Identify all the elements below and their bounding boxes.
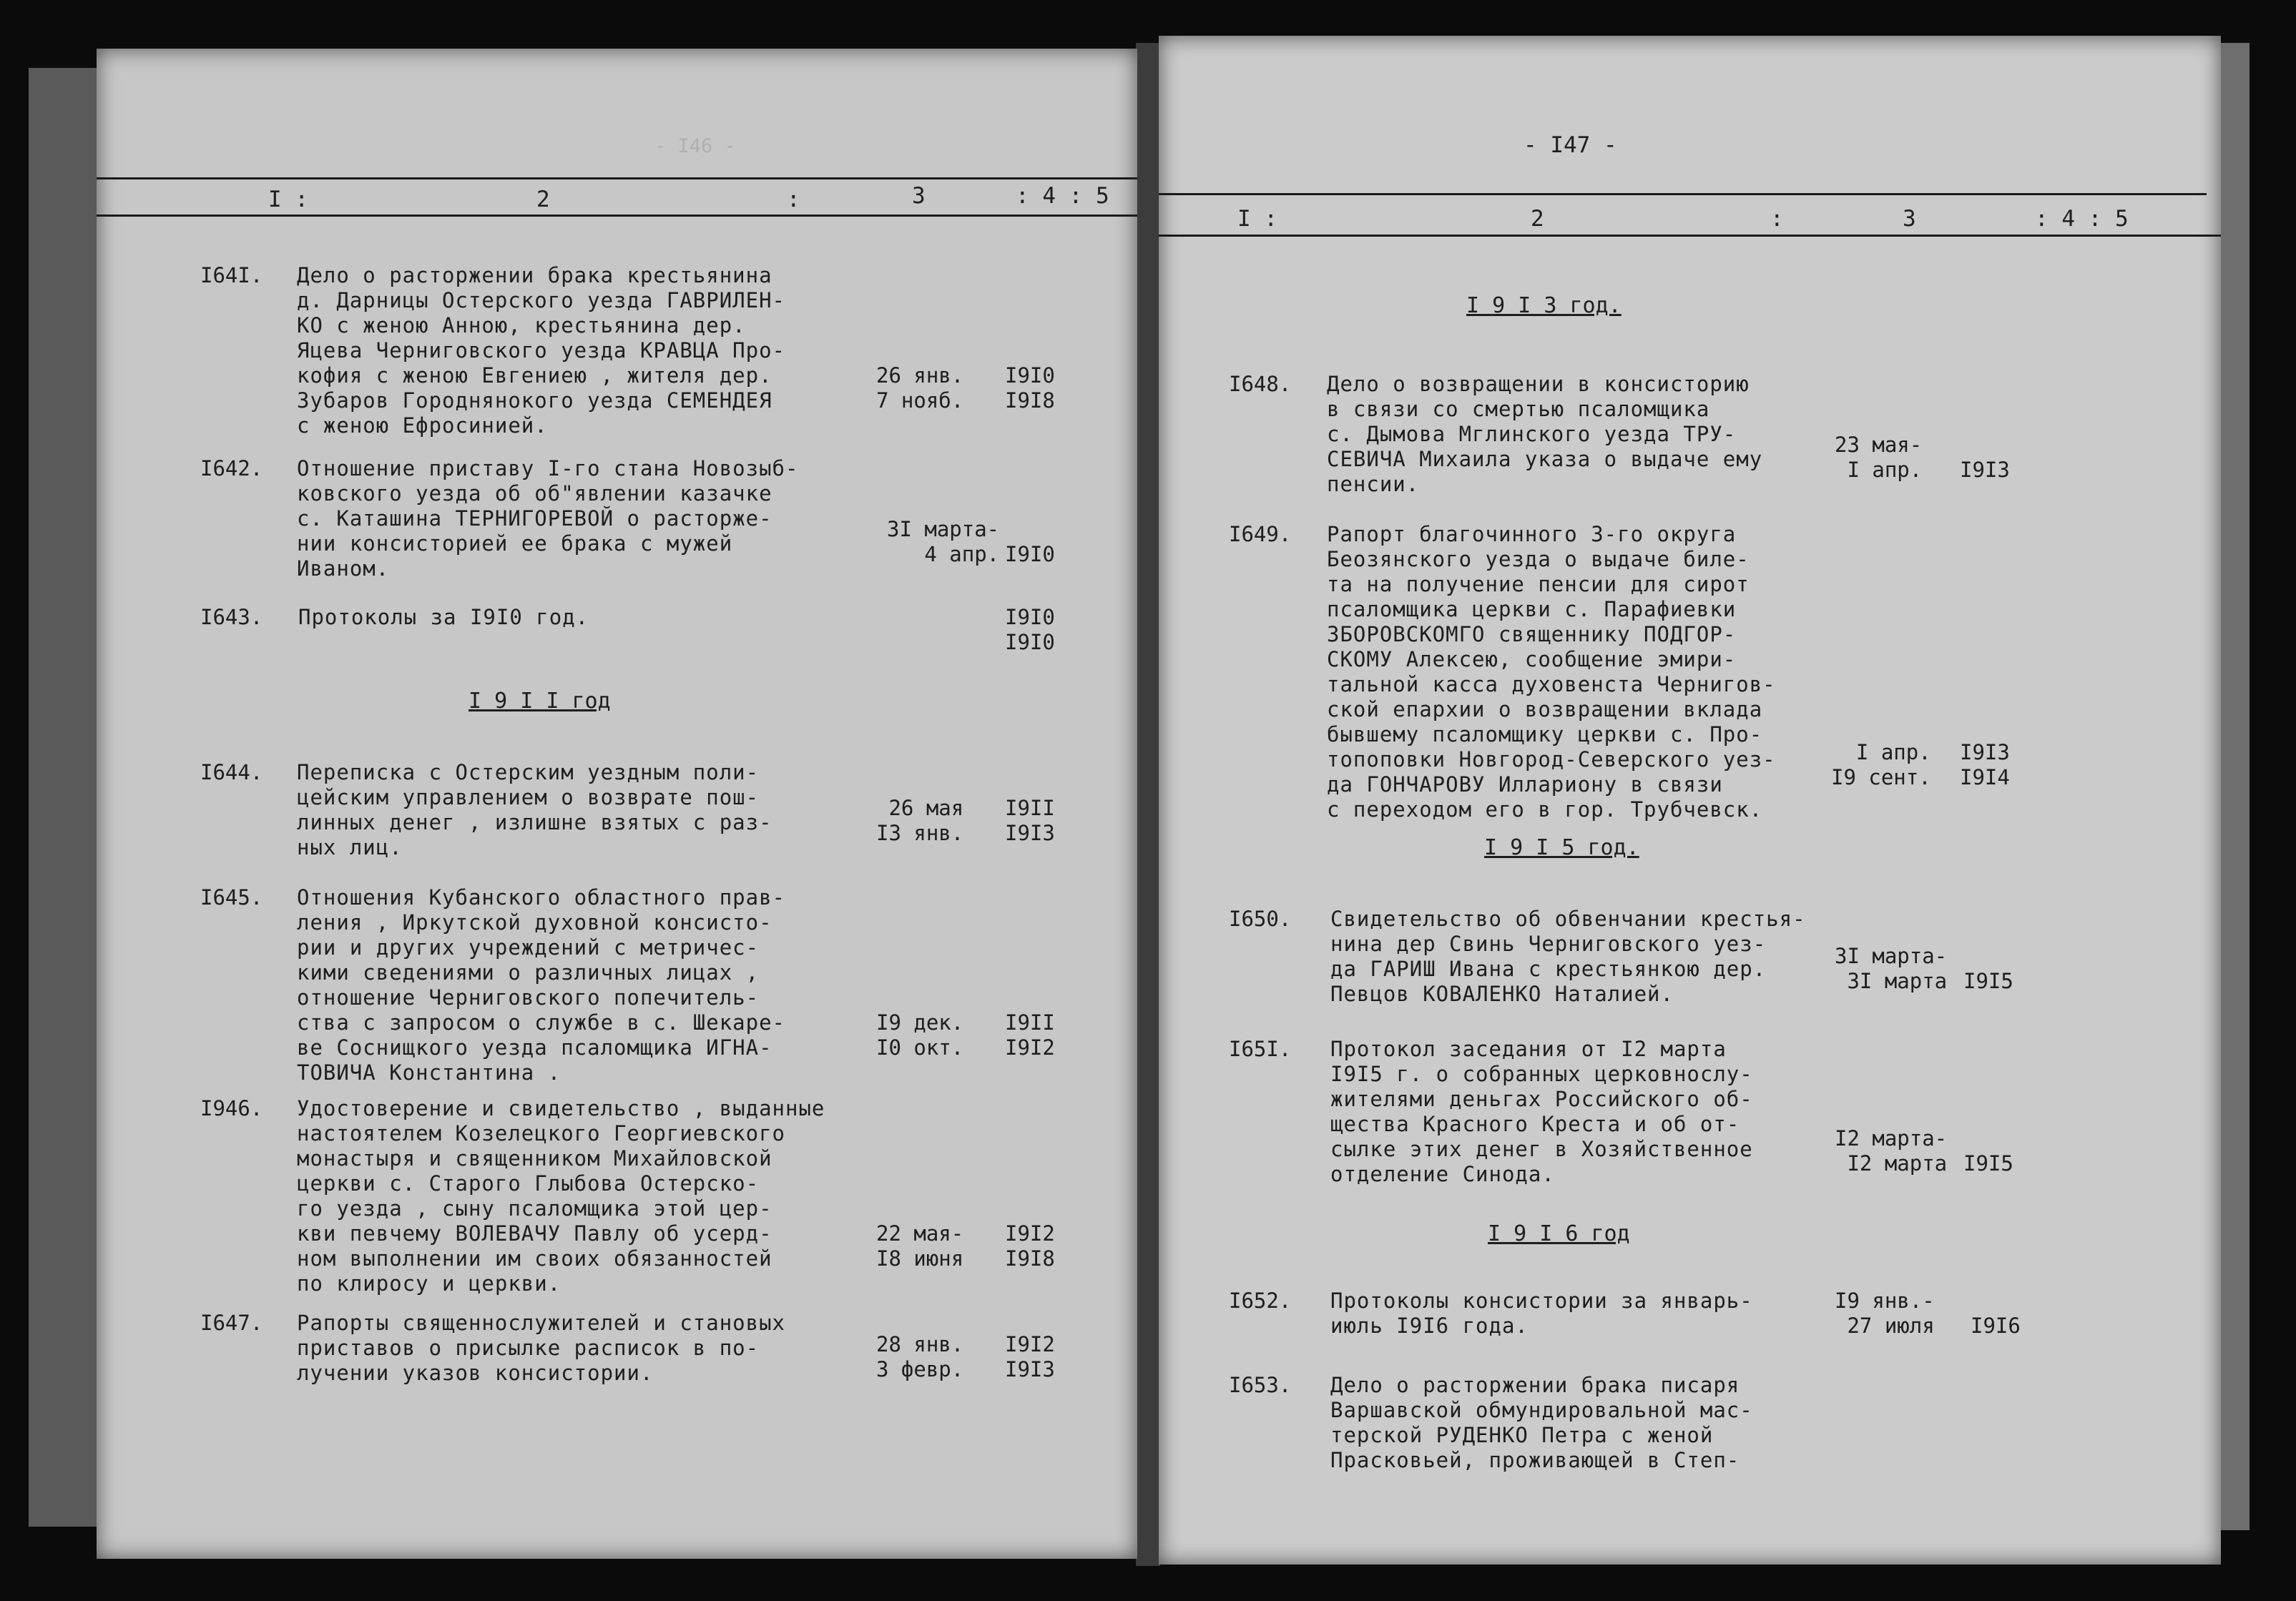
entry-years: I9I3 I9I4 <box>1960 740 2010 789</box>
entry-number: I645. <box>200 885 263 910</box>
entry-number: I65I. <box>1229 1037 1292 1061</box>
col-header-3: 3 <box>1903 206 1916 232</box>
entry-dates: 28 янв. 3 февр. <box>876 1332 964 1381</box>
entry-dates: 3I марта- 3I марта <box>1835 944 1948 993</box>
entry-years: I9I2 I9I8 <box>1005 1221 1055 1271</box>
entry-text: Протоколы консистории за январь- июль I9I6 года. <box>1330 1289 1753 1338</box>
entry-text: Дело о возвращении в консисторию в связи со смертью псаломщика с. Дымова Мглинского уезда ТРУ- СЕВИЧА Михаила указа о выдаче ему пенсии. <box>1327 372 1763 496</box>
entry-dates: 3I марта- 4 апр. <box>887 517 1000 566</box>
entry-number: I644. <box>200 760 263 784</box>
entry-years: I9I0 I9I0 <box>1005 605 1055 654</box>
page-stack-left <box>29 68 100 1527</box>
col-header-sep: : <box>787 187 800 212</box>
entry-text: Дело о расторжении брака крестьянина д. Дарницы Остерского уезда ГАВРИЛЕН- КО с женою Анною, крестьянина дер. Яцева Черниговского уезда КРАВЦА Про- кофия с женою Евгениею , жителя дер. Зубаров Городнянокого уезда СЕМЕНДЕЯ с женою Ефросинией. <box>297 263 786 438</box>
entry-number: I653. <box>1229 1373 1292 1397</box>
col-header-3: 3 <box>912 183 926 209</box>
header-rule-top <box>1159 193 2207 195</box>
header-rule-top <box>97 177 1137 179</box>
section-year-heading: I 9 I 6 год <box>1488 1221 1630 1246</box>
entry-number: I649. <box>1229 522 1292 546</box>
entry-text: Рапорт благочинного 3-го округа Беозянского уезда о выдаче биле- та на получение пенсии для сирот псаломщика церкви с. Парафиевки ЗБОРОВСКОМГО священнику ПОДГОР- СКОМУ Алексею, сообщение эмири- тальной касса духовенста Чернигов- ской епархии о возвращении вклада бывшему псаломщику церкви с. Про- топоповки Новгород-Северского уез- да ГОНЧАРОВУ Иллариону в связи с переходом его в гор. Трубчевск. <box>1327 522 1776 822</box>
col-header-2: 2 <box>1531 206 1544 232</box>
entry-dates: 26 янв. 7 нояб. <box>876 363 964 413</box>
entry-number: I643. <box>200 605 263 629</box>
entry-years: I9I2 I9I3 <box>1005 1332 1055 1381</box>
entry-dates: 26 мая I3 янв. <box>876 796 964 845</box>
entry-number: I642. <box>200 456 263 481</box>
section-year-heading: I 9 I 5 год. <box>1484 835 1639 860</box>
entry-years: I9I5 <box>1963 1151 2013 1176</box>
entry-years: I9I0 I9I8 <box>1005 363 1055 413</box>
entry-text: Протокол заседания от I2 марта I9I5 г. о собранных церковнослу- жителями деньгах Российского об- щества Красного Креста и об от- сылке этих денег в Хозяйственное отделение Синода. <box>1330 1037 1753 1186</box>
entry-number: I650. <box>1229 907 1292 931</box>
entry-text: Дело о расторжении брака писаря Варшавской обмундировальной мас- терской РУДЕНКО Петра с женой Прасковьей, проживающей в Степ- <box>1330 1373 1753 1472</box>
entry-text: Отношение приставу I-го стана Новозыб- ковского уезда об об"явлении казачке с. Каташина ТЕРНИГОРЕВОЙ о расторже- нии консисторией ее брака с мужей Иваном. <box>297 456 799 581</box>
entry-dates: I2 марта- I2 марта <box>1835 1126 1948 1176</box>
section-year-heading: I 9 I 3 год. <box>1466 293 1622 318</box>
entry-number: I648. <box>1229 372 1292 396</box>
col-header-2: 2 <box>536 187 550 212</box>
entry-years: I9II I9I3 <box>1005 796 1055 845</box>
entry-text: Переписка с Остерским уездным поли- цейским управлением о возврате пош- линных денег , излишне взятых с раз- ных лиц. <box>297 760 772 859</box>
right-page <box>1159 36 2221 1565</box>
entry-dates: 23 мая- I апр. <box>1835 433 1923 482</box>
entry-years: I9I3 <box>1960 458 2010 482</box>
page-number: - I47 - <box>1524 132 1617 158</box>
entry-number: I946. <box>200 1096 263 1120</box>
book-spine <box>1136 43 1160 1566</box>
entry-number: I652. <box>1229 1289 1292 1313</box>
entry-years: I9I0 <box>1005 542 1055 566</box>
entry-years: I9I6 <box>1971 1314 2021 1338</box>
entry-years: I9I5 <box>1963 969 2013 993</box>
header-rule-bottom <box>1159 235 2221 237</box>
entry-dates: I9 янв.- 27 июля <box>1835 1289 1935 1338</box>
entry-number: I647. <box>200 1311 263 1335</box>
entry-dates: I9 дек. I0 окт. <box>876 1010 964 1060</box>
entry-text: Отношения Кубанского областного прав- ления , Иркутской духовной консисто- рии и других учреждений с метричес- кими сведениями о различных лицах , отношение Черниговского попечитель- ства с запросом о службе в с. Шекаре- ве Соснищкого уезда псаломщика ИГНА- ТОВИЧА Константина . <box>297 885 786 1085</box>
entry-text: Свидетельство об обвенчании крестья- нина дер Свинь Черниговского уез- да ГАРИШ Ивана с крестьянкою дер. Певцов КОВАЛЕНКО Наталией. <box>1330 907 1806 1006</box>
entry-dates: I апр. I9 сент. <box>1831 740 1931 789</box>
col-header-4-5: : 4 : 5 <box>1016 183 1109 209</box>
col-header-1: I : <box>1237 206 1277 232</box>
col-header-4-5: : 4 : 5 <box>2035 206 2129 232</box>
page-stack-right <box>2217 43 2250 1530</box>
section-year-heading: I 9 I I год <box>468 689 611 714</box>
entry-text: Протоколы за I9I0 год. <box>298 605 589 629</box>
entry-number: I64I. <box>200 263 263 287</box>
left-page <box>97 49 1137 1559</box>
bleed-through-page-number: - I46 - <box>654 135 736 157</box>
col-header-sep: : <box>1770 206 1784 232</box>
entry-text: Удостоверение и свидетельство , выданные настоятелем Козелецкого Георгиевского монастыря и священником Михайловской церкви с. Старого Глыбова Остерско- го уезда , сыну псаломщика этой цер- кви певчему ВОЛЕВАЧУ Павлу об усерд- ном выполнении им своих обязанностей по клиросу и церкви. <box>297 1096 825 1296</box>
entry-years: I9II I9I2 <box>1005 1010 1055 1060</box>
col-header-1: I : <box>268 187 308 212</box>
entry-text: Рапорты священнослужителей и становых приставов о присылке расписок в по- лучении указов консистории. <box>297 1311 786 1385</box>
header-rule-bottom <box>97 215 1137 217</box>
entry-dates: 22 мая- I8 июня <box>876 1221 964 1271</box>
